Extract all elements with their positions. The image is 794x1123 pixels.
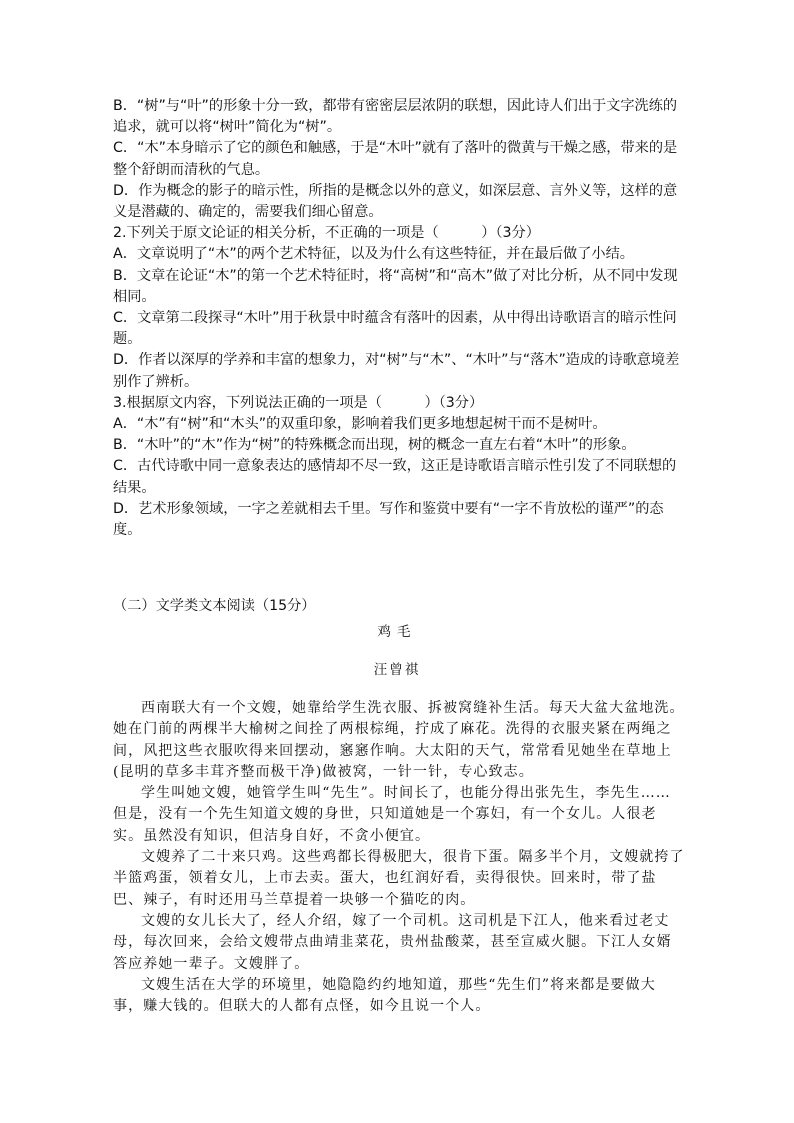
- story-author: 汪曾祺: [373, 662, 421, 678]
- question-2-option-c: C．文章第二段探寻“木叶”用于秋景中时蕴含有落叶的因素，从中得出诗歌语言的暗示性问题。: [113, 310, 677, 348]
- story-title: 鸡毛: [377, 624, 417, 640]
- question-3-option-d: D．艺术形象领域，一字之差就相去千里。写作和鉴赏中要有“一字不肯放松的谨严”的态度。: [113, 500, 664, 539]
- question-3-option-c: C．古代诗歌中同一意象表达的感情却不尽一致，这正是诗歌语言暗示性引发了不同联想的结果。: [113, 458, 677, 496]
- option-prev-d: D．作为概念的影子的暗示性，所指的是概念以外的意义，如深层意、言外义等，这样的意义是潜藏的、确定的，需要我们细心留意。: [113, 182, 678, 221]
- question-2-option-b: B．文章在论证“木”的第一个艺术特征时，将“高树”和“高木”做了对比分析，从不同中发现相同。: [113, 267, 678, 305]
- story-body: [113, 698, 685, 1017]
- question-3-option-a: A．“木”有“树”和“木头”的双重印象，影响着我们更多地想起树干而不是树叶。: [113, 416, 607, 433]
- section-heading: （二）文学类文本阅读（15分）: [113, 598, 316, 614]
- question-2-stem: 2.下列关于原文论证的相关分析，不正确的一项是（ ）（3分）: [113, 225, 540, 242]
- story-paragraph: 西南联大有一个文嫂，她靠给学生洗衣服、拆被窝缝补生活。每天大盆大盆地洗。她在门前的两棵半大榆树之间拴了两根棕绳，拧成了麻花。洗得的衣服夹紧在两绳之间，风把这些衣服吹得来回摆动，窸窸作响。大太阳的天气，常常看见她坐在草地上(昆明的草多丰茸齐整而极干净)做被窝，一针一针，专心致志。: [113, 700, 685, 780]
- question-3-option-b: B．“木叶”的“木”作为“树”的特殊概念而出现，树的概念一直左右着“木叶”的形象。: [113, 437, 636, 454]
- story-paragraph: 文嫂的女儿长大了，经人介绍，嫁了一个司机。这司机是下江人，他来看过老丈母，每次回来，会给文嫂带点曲靖韭菜花，贵州盐酸菜，甚至宣威火腿。下江人女婿答应养她一辈子。文嫂胖了。: [113, 912, 672, 972]
- option-prev-b: B．“树”与“叶”的形象十分一致，都带有密密层层浓阴的联想，因此诗人们出于文字洗练的追求，就可以将“树叶”简化为“树”。: [113, 98, 678, 136]
- question-2-option-d: D．作者以深厚的学养和丰富的想象力，对“树”与“木”、“木叶”与“落木”造成的诗歌意境差别作了辨析。: [113, 352, 680, 390]
- question-block: [113, 96, 685, 541]
- question-3-stem: 3.根据原文内容，下列说法正确的一项是（ ）（3分）: [113, 394, 484, 411]
- question-2-option-a: A．文章说明了“木”的两个艺术特征，以及为什么有这些特征，并在最后做了小结。: [113, 246, 634, 263]
- story-paragraph: 文嫂养了二十来只鸡。这些鸡都长得极肥大，很肯下蛋。隔多半个月，文嫂就挎了半篮鸡蛋，领着女儿，上市去卖。蛋大，也红润好看，卖得很快。回来时，带了盐巴、辣子，有时还用马兰草提着一块够一个猫吃的肉。: [113, 849, 685, 908]
- option-prev-c: C．“木”本身暗示了它的颜色和触感，于是“木叶”就有了落叶的微黄与干燥之感，带来的是整个舒朗而清秋的气息。: [113, 140, 678, 178]
- story-paragraph: 文嫂生活在大学的环境里，她隐隐约约地知道，那些“先生们”将来都是要做大事，赚大钱的。但联大的人都有点怪，如今且说一个人。: [113, 976, 656, 1015]
- story-paragraph: 学生叫她文嫂，她管学生叫“先生”。时间长了，也能分得出张先生，李先生……但是，没有一个先生知道文嫂的身世，只知道她是一个寡妇，有一个女儿。人很老实。虽然没有知识，但洁身自好，不贪小便宜。: [113, 785, 671, 844]
